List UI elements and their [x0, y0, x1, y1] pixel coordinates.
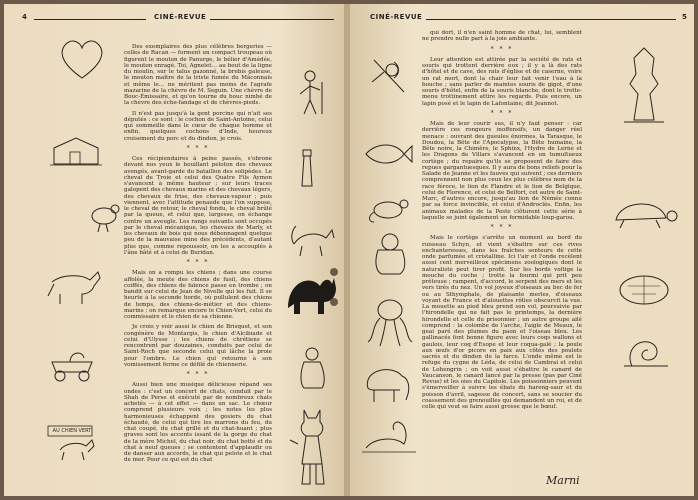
binder-hole [330, 298, 338, 306]
man-with-cane-illustration [286, 68, 336, 118]
separator: * * * [490, 109, 514, 117]
right-text-column [422, 30, 582, 490]
left-page-header [4, 13, 346, 27]
horse-illustration [42, 262, 104, 308]
swan-illustration [360, 414, 418, 460]
lighthouse-illustration [292, 146, 322, 190]
paragraph: Aussi bien une musique délicieuse répand ses ondes : c'est un concert de chats, conduit par le Shah de Perse et exécuté par de nombreux chats achetés — à cet effet — dans un sac. Le chœur comprend plusieurs voix ; les notes les plus harmonieuses échappent des gosiers du chat échaudé, de celui qui tire les marrons du feu, du chat coupé, du chat grillé et du chat-huant ; plus graves sont les accents issant de la gorge du chat de la mère Michel, du chat noir, du chat botté et du chat à neuf queues ; se contentent d'applaudir ou de danser aux accords, le chat qui pelote et le chat de mer. Pour ce qui est du chat [124, 382, 272, 464]
bird-illustration [84, 194, 124, 234]
binder-hole [330, 268, 338, 276]
signature: Marni [546, 474, 580, 487]
statue-illustration [604, 44, 684, 126]
right-page [350, 4, 694, 496]
bear-illustration [364, 230, 418, 276]
paragraph: Leur attention est attirée par la société de rats et souris qui trottent derrière eux ; il y a là des rats d'hôtel et de cave, des rats d'église et de caserne, voire un rat mort, dont la chair leur fait venir l'eau à la bouche ; sans parler de maintes souris de gigot, d'une souris d'hôtel, enfin de la souris blanche, dont le trotte-menu trottinement attire les regards. Puis encore, un lapin posé et le lapin de Lafontaine, dit Jeannot. [422, 56, 582, 107]
house-illustration [48, 134, 104, 170]
right-page-header [350, 13, 694, 27]
seated-dog-illustration [290, 344, 334, 390]
paragraph: Mais on a rompu les chiens ; dans une course affolée, la meute des chiens de fusil, des chiens coiffés, des chiens de faïence passe en trombe ; on bandit sur celui de Jean de Nivelle qui les fuit. Il se heurte à la seconde horde, où pullulent des chiens de temps, des chiens-de-métier et des chiens-marins ; on remarque encore le Chien-Vert, celui du commissaire et le chien de sa chienne. [124, 270, 272, 320]
separator: * * * [186, 259, 210, 266]
lion-illustration [364, 52, 414, 102]
fish-illustration [360, 134, 414, 174]
paragraph: Je crois y voir aussi le chien de Brisquet, et son congénère de Montargis, le chien d'Alcibiade et celui d'Ulysse ; les chiens de chrétiens se rencontrent par douzaines, conduits par celui de Saint-Roch que seconde celui qui lâche la proie pour l'ombre. Le chien qui retourne à son vomissement ferme ce défilé de chiennerie. [124, 324, 272, 368]
tortoise-illustration [610, 260, 680, 316]
paragraph: Il n'est pas jusqu'à la gent porcine qui n'ait ses députés : ce sont : le cochon de Saint-Antoine, celui qui sommeille dans le cœur de chaque homme et enfin, quelques cochons d'Inde, heureux croisement du porc et du dindon, je crois. [124, 110, 272, 142]
left-running-title: CINÉ-REVUE [154, 13, 207, 21]
elephant-illustration [360, 360, 416, 406]
separator: * * * [490, 224, 514, 231]
paragraph: Des exemplaires des plus célèbres bergeries — celles de Racan — forment un compact troupeau où figurent le mouton de Panurge, le bélier d'Amédée, le mouton enragé. Toi, Agnelet… au bout de la ligne du moulin, sur le talus gazonné, la brebis galeuse, le mouton maître de la triste fumée du Mâconnais et même le… ne méritent pas moins de l'agrafe mazarine de la chèvre de M. Seguin. Une chèvre de Bouc-Émissaire, et qu'on tourne du bouc nimbé de la chèvre des éche-fandage et de chèvres-pieds. [124, 44, 272, 107]
left-page-number: 4 [22, 13, 28, 21]
separator: * * * [490, 45, 514, 53]
mouse-illustration [364, 190, 414, 226]
sign-text: AU CHIEN VERT [52, 428, 92, 434]
fox-illustration [288, 214, 338, 258]
puss-in-boots-illustration [284, 404, 340, 490]
paragraph: Ces récipiendaires à peine passés, s'obrone devant nos yeux le bouillant peloton des chevaux avengés, avant-garde du bataillon des solipèdes. Le cheval de Troie et celui des Quatre Fils Aymon s'avancent à même hauteur ; sur leurs traces galopent des chevaux marins et des chevaux légers, des chevaux de frise, des chevaux-vapeur ; puis viennent, avec l'attitude penaude que l'on suppose, le cheval de retour, le cheval fondu, le cheval brûlé par la queue, et celui que, largesse, on échange contre un aveugle. Les rangs suivants sont occupés par le cheval mécanique, les chevaux de Marly, et les chevaux de bois qui nous débonnagent quelque peu de la mauvaise mine des précédents, d'autant plus que, comme repoussoir, on les a accouplés à l'âne bâté et à celui de Buridan. [124, 156, 272, 256]
cart-illustration [44, 344, 104, 384]
magazine-spread [4, 4, 694, 496]
right-running-title: CINÉ-REVUE [370, 13, 423, 21]
snail-illustration [610, 326, 680, 376]
paragraph: Mais le cortège s'arrête un moment au bord du ruisseau Schyn, et vient s'ébattre sur ces rives enchanteresses, dans les fraîches senteurs de cette onde parfumée et cristalline. Ici l'air et l'onde recèlent aussi cent merveilleux spécimens zoologiques dont le naturaliste peut tirer profit. Sur les bords voltige la mouche du coche ; trotte la fourmi qui prit peu prêteuse ; rampent, d'accord, le serpent des mers et les vers tirés du nez. Un vol joyeux d'oiseaux au bec de fer ou au Sthymphale, de plaisante merles, d'oiseaux voyant de France et d'alouettes rôties obscurcit la vue. La mouette au pied bleu prend son vol, poursuivie par l'hirondelle qui ne fait pas le printemps, la dernière hirondelle et celle du prisonnier ; un autre groupe ailé comprend : la colombe de l'arche, l'aigle de Meaux, le geai paré des plumes du paon et l'oiseau bleu. Les gallinacés font bonne figure avec leurs coqs wallons et gaulois, leur coq d'Esope et leur coqua-galé ; la poule aux œufs d'or picore en paix aux côtés des poulets sacrés et du dindon de la farce. L'onde même est le refuge du cygne de Léda, de celui de Cambrai et celui de Lohengrin ; on voit aussi s'ébattre le canard de Vaucanson, le canard lancé par la presse (pas par Ciné Revue) et les oies du Capitole. Les poissonniers peuvent s'émerveiller à suivre les ébats du hareng-saur et du poisson d'avril, sagesse de concert, sans se soucier du coassement des grenouilles qui demandent un roi, et de celle qui veut se faire aussi grosse que le bœuf. [422, 235, 582, 410]
separator: * * * [186, 371, 210, 378]
octopus-illustration [362, 292, 418, 348]
paragraph: qui dort, il n'en saint homme de chat, lui, semblent ne prendre nulle part à la joie ambiante. [422, 30, 582, 43]
turtle-illustration [604, 190, 684, 236]
right-page-number: 5 [682, 13, 688, 21]
left-text-column [124, 44, 272, 492]
separator: * * * [186, 144, 210, 152]
left-page [4, 4, 346, 496]
paragraph: Mais de leur courir sus, il n'y faut penser : car derrière ces rongeurs inoffensifs, un danger réel menace : ouvrant des gueules énormes, la Tarasque, le Doudou, la Bête de l'Apocalypse, la Bête humaine, la Bête noire, la Chimère, le Sphinx, l'Hydre de Lerne et les Dragons de Villars s'avancent en un tumultueux cortège ; du repaire qu'ils se proposent de faire des repues gargantuesques. Il y aura de bons reliefs pour la Salade de Jeanne et les fauves qui suivent ; ces derniers comprennent non plus ceux les plus célèbres nom de la race féroce, le lion de Flandre et le lion de Belgique, celui de Florence, et celui de Belfort, cet autre de Saint-Marc, d'autres encore, jusqu'au lion de Némée connu par sa force invincible, et celui d'Androclès. Enfin, les animaux malades de la Peste clôturent cette série à laquelle se joint également un formidable loup-garou. [422, 121, 583, 221]
heart-illustration [56, 34, 108, 84]
black-cat-illustration [280, 268, 340, 318]
